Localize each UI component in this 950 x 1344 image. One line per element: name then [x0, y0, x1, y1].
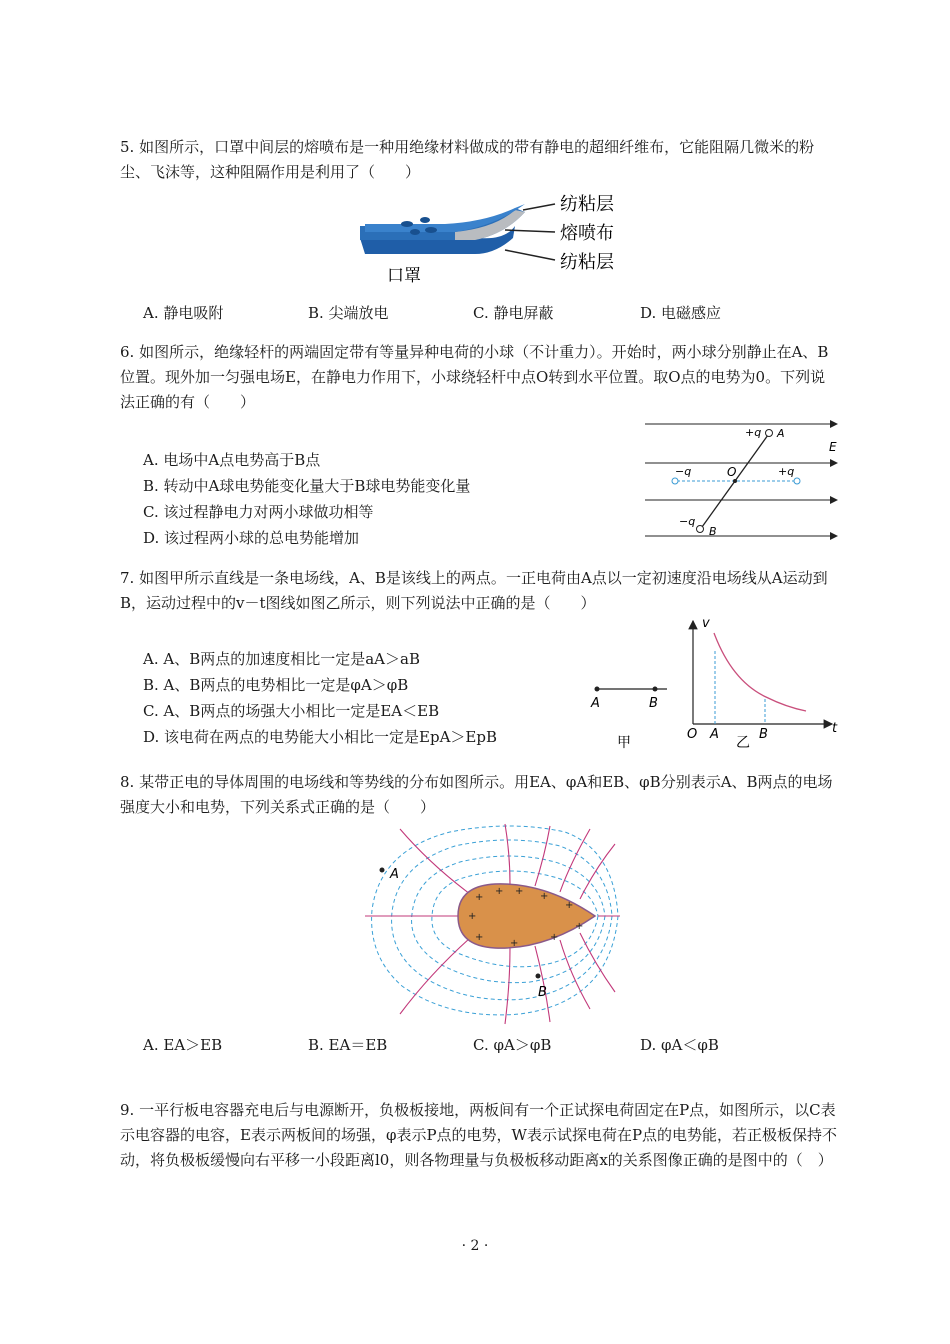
conductor-field-figure [360, 824, 620, 1024]
label-yi: 乙 [736, 735, 750, 751]
mask-hole-2 [420, 217, 430, 223]
label-minus-q-bottom: −q [679, 515, 696, 528]
label-mask: 口罩 [387, 266, 421, 286]
plus-sign-3: + [515, 886, 524, 897]
label-a: A [777, 427, 785, 440]
rod-electric-field-figure [645, 415, 845, 540]
plus-sign-5: + [565, 900, 574, 911]
pivot-o [733, 479, 737, 483]
q5-option-a[interactable]: A. 静电吸附 [143, 304, 224, 322]
pointer-line-bottom [505, 250, 555, 260]
page-number: · 2 · [461, 1238, 489, 1254]
q8-option-a[interactable]: A. EA＞EB [143, 1036, 223, 1054]
question-6-text: 6. 如图所示，绝缘轻杆的两端固定带有等量异种电荷的小球（不计重力）。开始时，两小球分别静止在A、B位置。现外加一匀强电场E，在静电力作用下，小球绕轻杆中点O转到水平位置。取O点的电势为0。下列说法正确的有（ ） [120, 343, 829, 411]
q7-option-d[interactable]: D. 该电荷在两点的电势能大小相比一定是EpA＞EpB [143, 728, 497, 746]
q5-option-d[interactable]: D. 电磁感应 [640, 304, 722, 322]
point-b-q8 [536, 974, 541, 979]
q8-option-c[interactable]: C. φA＞φB [473, 1036, 552, 1054]
label-b: B [709, 525, 717, 538]
mask-layers-figure [355, 188, 625, 288]
mask-hole-3 [425, 227, 437, 233]
plus-sign-2: + [495, 886, 504, 897]
field-line-bottom [505, 948, 510, 1024]
label-v: v [702, 616, 710, 631]
label-a-yi: A [710, 727, 719, 742]
label-minus-q-left: −q [675, 465, 692, 478]
label-a-jia: A [591, 696, 600, 711]
q7-option-c[interactable]: C. A、B两点的场强大小相比一定是EA＜EB [143, 702, 440, 720]
field-line-lower-right-1 [580, 933, 615, 992]
label-jia: 甲 [617, 735, 631, 751]
label-o: O [727, 465, 737, 479]
point-a [595, 687, 600, 692]
label-a-q8: A [390, 867, 399, 882]
q5-option-b[interactable]: B. 尖端放电 [308, 304, 389, 322]
field-line-lower-left [400, 938, 470, 1014]
label-b-jia: B [649, 696, 658, 711]
q7-option-b[interactable]: B. A、B两点的电势相比一定是φA＞φB [143, 676, 409, 694]
q7-option-a[interactable]: A. A、B两点的加速度相比一定是aA＞aB [143, 650, 420, 668]
plus-sign-4: + [540, 891, 549, 902]
label-b-yi: B [759, 727, 768, 742]
plus-sign-7: + [475, 932, 484, 943]
label-t: t [832, 721, 838, 736]
q6-option-c[interactable]: C. 该过程静电力对两小球做功相等 [143, 503, 374, 521]
question-9-text: 9. 一平行板电容器充电后与电源断开，负极板接地，两板间有一个正试探电荷固定在P点，如图所示，以C表示电容器的电容，E表示两板间的场强，φ表示P点的电势，W表示试探电荷在P点的电势能，若正极板保持不动，将负极板缓慢向右平移一小段距离l0，则各物理量与负极板移动距离x的关系图像正确的是图中的（ ） [120, 1101, 838, 1169]
vt-curve [714, 633, 806, 711]
label-e: E [829, 440, 837, 454]
q6-option-d[interactable]: D. 该过程两小球的总电势能增加 [143, 529, 360, 547]
question-7-text: 7. 如图甲所示直线是一条电场线，A、B是该线上的两点。一正电荷由A点以一定初速度沿电场线从A运动到B，运动过程中的v－t图线如图乙所示，则下列说法中正确的是（ ） [120, 569, 828, 612]
ball-right-dashed [794, 478, 800, 484]
label-o-yi: O [687, 727, 698, 742]
field-line-upper-mid [535, 826, 550, 886]
field-line-top [505, 824, 510, 884]
q8-option-b[interactable]: B. EA＝EB [308, 1036, 388, 1054]
question-8-text: 8. 某带正电的导体周围的电场线和等势线的分布如图所示。用EA、φA和EB、φB分别表示A、B两点的电场强度大小和电势，下列关系式正确的是（ ） [120, 773, 833, 816]
mask-hole-1 [401, 221, 413, 227]
field-line-figure-jia [585, 675, 675, 755]
point-a-q8 [380, 868, 385, 873]
label-plus-q-top: +q [745, 426, 762, 439]
label-spunbond-top: 纺粘层 [560, 194, 614, 215]
q6-option-a[interactable]: A. 电场中A点电势高于B点 [143, 451, 321, 469]
field-line-upper-right-2 [580, 844, 615, 899]
field-line-lower-right-2 [560, 940, 590, 1009]
question-5-text: 5. 如图所示，口罩中间层的熔喷布是一种用绝缘材料做成的带有静电的超细纤维布，它能阻隔几微米的粉尘、飞沫等，这种阻隔作用是利用了（ ） [120, 138, 815, 181]
pointer-line-top [523, 204, 555, 210]
q5-option-c[interactable]: C. 静电屏蔽 [473, 304, 554, 322]
label-meltblown: 熔喷布 [560, 223, 614, 244]
point-b [653, 687, 658, 692]
label-plus-q-right: +q [778, 465, 795, 478]
q6-option-b[interactable]: B. 转动中A球电势能变化量大于B球电势能变化量 [143, 477, 471, 495]
plus-sign-1: + [475, 892, 484, 903]
label-spunbond-bottom: 纺粘层 [560, 252, 614, 273]
field-line-upper-left [400, 829, 470, 894]
field-line-upper-right-1 [560, 829, 590, 892]
plus-sign-10: + [575, 921, 584, 932]
plus-sign-8: + [510, 938, 519, 949]
ball-a [766, 430, 773, 437]
vt-graph-yi [680, 615, 845, 750]
mask-hole-4 [410, 229, 420, 235]
q8-option-d[interactable]: D. φA＜φB [640, 1036, 719, 1054]
ball-left-dashed [672, 478, 678, 484]
label-b-q8: B [538, 985, 547, 1000]
plus-sign-6: + [468, 911, 477, 922]
ball-b [697, 526, 704, 533]
plus-sign-9: + [550, 932, 559, 943]
